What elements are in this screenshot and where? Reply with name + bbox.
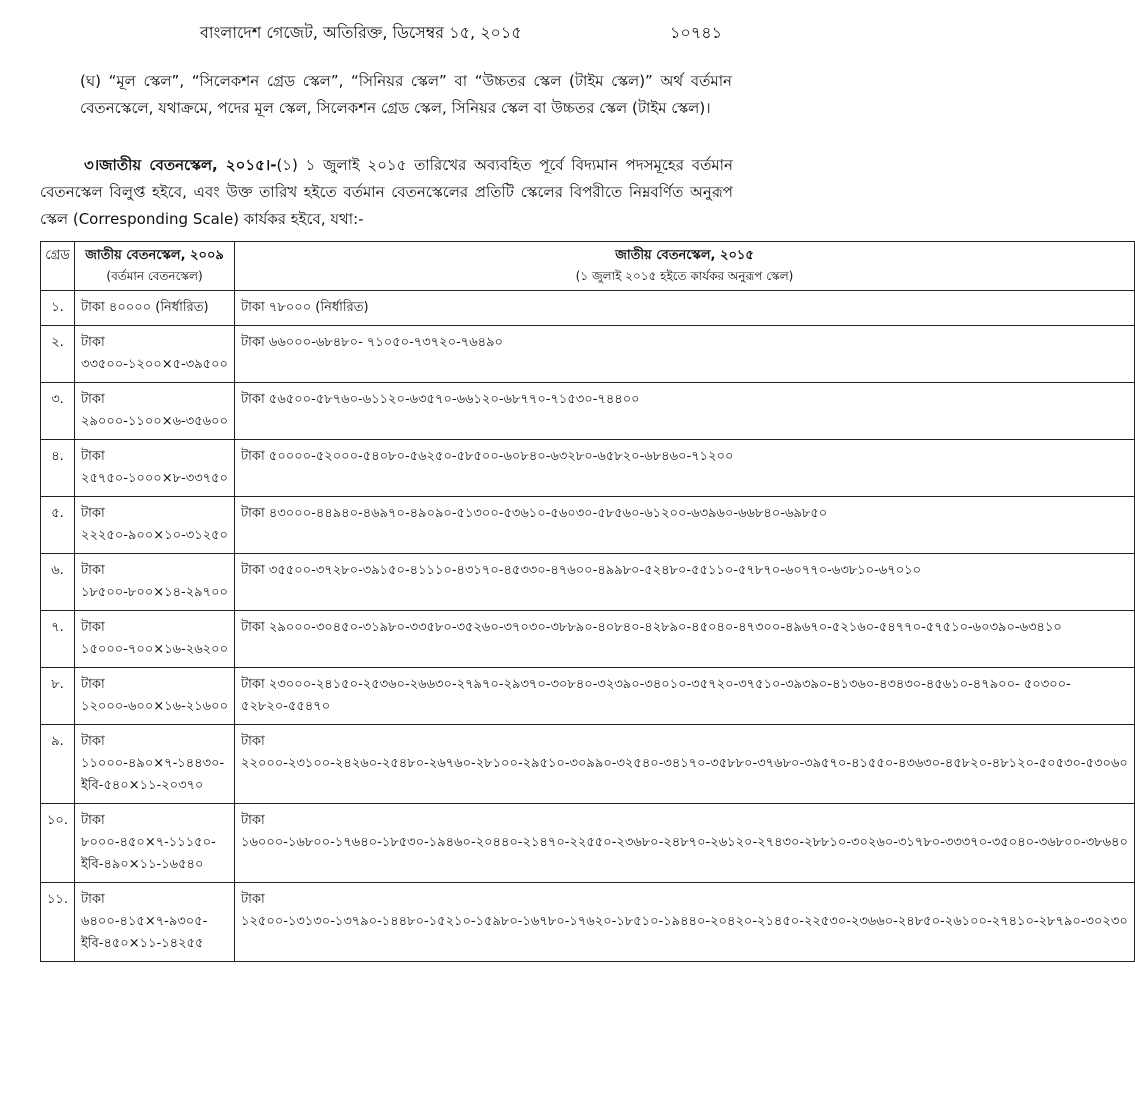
scale-2009-cell: টাকা ১৫০০০-৭০০×১৬-২৬২০০ (75, 611, 235, 668)
table-row (41, 804, 1135, 883)
grade-cell: ৪. (41, 440, 75, 497)
grade-cell: ১১. (41, 883, 75, 962)
grade-header: গ্রেড (41, 242, 75, 291)
section-3-heading: ৩।জাতীয় বেতনস্কেল, ২০১৫।- (84, 156, 277, 174)
scale-2015-cell: টাকা ৪৩০০০-৪৪৯৪০-৪৬৯৭০-৪৯০৯০-৫১৩০০-৫৩৬১০-৫৬০৩০-৫৮৫৬০-৬১২০০-৬৩৯৬০-৬৬৮৪০-৬৯৮৫০ (235, 497, 1135, 554)
definition-paragraph: (ঘ) “মূল স্কেল”, “সিলেকশন গ্রেড স্কেল”, “সিনিয়র স্কেল” বা “উচ্চতর স্কেল (টাইম স্কেল)” অর্থ বর্তমান বেতনস্কেলে, যথাক্রমে, পদের মূল স্কেল, সিলেকশন গ্রেড স্কেল, সিনিয়র স্কেল বা উচ্চতর স্কেল (টাইম স্কেল)। (80, 72, 732, 117)
scale-2015-header (235, 242, 1135, 291)
scale-2015-cell: টাকা ২৩০০০-২৪১৫০-২৫৩৬০-২৬৬৩০-২৭৯৭০-২৯৩৭০-৩০৮৪০-৩২৩৯০-৩৪০১০-৩৫৭২০-৩৭৫১০-৩৯৩৯০-৪১৩৬০-৪৩৪৩০-৪৫৬১০-৪৭৯০০- ৫০৩০০- ৫২৮২০-৫৫৪৭০ (235, 668, 1135, 725)
scale-2009-cell: টাকা ১১০০০-৪৯০×৭-১৪৪৩০-ইবি-৫৪০×১১-২০৩৭০ (75, 725, 235, 804)
table-row (41, 440, 1135, 497)
scale-2009-cell: টাকা ৪০০০০ (নির্ধারিত) (75, 291, 235, 326)
grade-cell: ৯. (41, 725, 75, 804)
grade-cell: ৫. (41, 497, 75, 554)
scale-2009-header-title: জাতীয় বেতনস্কেল, ২০০৯ (85, 248, 224, 263)
scale-2015-cell: টাকা ১২৫০০-১৩১৩০-১৩৭৯০-১৪৪৮০-১৫২১০-১৫৯৮০-১৬৭৮০-১৭৬২০-১৮৫১০-১৯৪৪০-২০৪২০-২১৪৫০-২২৫৩০-২৩৬৬০-২৪৮৫০-২৬১০০-২৭৪১০-২৮৭৯০-৩০২৩০ (235, 883, 1135, 962)
scale-2009-header (75, 242, 235, 291)
table-row (41, 383, 1135, 440)
scale-2009-cell: টাকা ১২০০০-৬০০×১৬-২১৬০০ (75, 668, 235, 725)
scale-2015-header-subtitle: (১ জুলাই ২০১৫ হইতে কার্যকর অনুরূপ স্কেল) (575, 269, 794, 283)
scale-2015-cell: টাকা ২২০০০-২৩১০০-২৪২৬০-২৫৪৮০-২৬৭৬০-২৮১০০-২৯৫১০-৩০৯৯০-৩২৫৪০-৩৪১৭০-৩৫৮৮০-৩৭৬৮০-৩৯৫৭০-৪১৫৫০-৪৩৬৩০-৪৫৮২০-৪৮১২০-৫০৫৩০-৫৩০৬০ (235, 725, 1135, 804)
scale-2009-cell: টাকা ১৮৫০০-৮০০×১৪-২৯৭০০ (75, 554, 235, 611)
grade-cell: ২. (41, 326, 75, 383)
table-row (41, 611, 1135, 668)
page-header (0, 20, 770, 48)
scale-2015-header-title: জাতীয় বেতনস্কেল, ২০১৫ (615, 248, 754, 263)
scale-2009-cell: টাকা ৬৪০০-৪১৫×৭-৯৩০৫-ইবি-৪৫০×১১-১৪২৫৫ (75, 883, 235, 962)
scale-2015-cell: টাকা ১৬০০০-১৬৮০০-১৭৬৪০-১৮৫৩০-১৯৪৬০-২০৪৪০-২১৪৭০-২২৫৫০-২৩৬৮০-২৪৮৭০-২৬১২০-২৭৪৩০-২৮৮১০-৩০২৬০-৩১৭৮০-৩৩৩৭০-৩৫০৪০-৩৬৮০০-৩৮৬৪০ (235, 804, 1135, 883)
scale-2015-cell: টাকা ৩৫৫০০-৩৭২৮০-৩৯১৫০-৪১১১০-৪৩১৭০-৪৫৩৩০-৪৭৬০০-৪৯৯৮০-৫২৪৮০-৫৫১১০-৫৭৮৭০-৬০৭৭০-৬৩৮১০-৬৭০১০ (235, 554, 1135, 611)
grade-cell: ১০. (41, 804, 75, 883)
table-row (41, 497, 1135, 554)
scale-2009-cell: টাকা ২৯০০০-১১০০×৬-৩৫৬০০ (75, 383, 235, 440)
scale-2015-cell: টাকা ৫০০০০-৫২০০০-৫৪০৮০-৫৬২৫০-৫৮৫০০-৬০৮৪০-৬৩২৮০-৬৫৮২০-৬৮৪৬০-৭১২০০ (235, 440, 1135, 497)
scale-2015-cell: টাকা ৫৬৫০০-৫৮৭৬০-৬১১২০-৬৩৫৭০-৬৬১২০-৬৮৭৭০-৭১৫৩০-৭৪৪০০ (235, 383, 1135, 440)
table-row (41, 326, 1135, 383)
scale-2009-cell: টাকা ৮০০০-৪৫০×৭-১১১৫০-ইবি-৪৯০×১১-১৬৫৪০ (75, 804, 235, 883)
scale-2015-cell: টাকা ২৯০০০-৩০৪৫০-৩১৯৮০-৩৩৫৮০-৩৫২৬০-৩৭০৩০-৩৮৮৯০-৪০৮৪০-৪২৮৯০-৪৫০৪০-৪৭৩০০-৪৯৬৭০-৫২১৬০-৫৪৭৭০-৫৭৫১০-৬০৩৯০-৬৩৪১০ (235, 611, 1135, 668)
section-3-paragraph (40, 152, 733, 233)
grade-cell: ৬. (41, 554, 75, 611)
table-row (41, 668, 1135, 725)
section-3-body: (১) ১ জুলাই ২০১৫ তারিখের অব্যবহিত পূর্বে বিদ্যমান পদসমূহের বর্তমান বেতনস্কেল বিলুপ্ত হইবে, এবং উক্ত তারিখ হইতে বর্তমান বেতনস্কেলের প্রতিটি স্কেলের বিপরীতে নিম্নবর্ণিত অনুরূপ স্কেল (Corresponding Scale) কার্যকর হইবে, যথা:- (40, 156, 733, 228)
table-row (41, 291, 1135, 326)
scale-2009-cell: টাকা ২৫৭৫০-১০০০×৮-৩৩৭৫০ (75, 440, 235, 497)
table-row (41, 883, 1135, 962)
scale-2015-cell: টাকা ৭৮০০০ (নির্ধারিত) (235, 291, 1135, 326)
grade-cell: ৮. (41, 668, 75, 725)
gazette-title: বাংলাদেশ গেজেট, অতিরিক্ত, ডিসেম্বর ১৫, ২০১৫ (200, 23, 522, 42)
grade-cell: ১. (41, 291, 75, 326)
table-row (41, 554, 1135, 611)
scale-2009-cell: টাকা ২২২৫০-৯০০×১০-৩১২৫০ (75, 497, 235, 554)
scale-2009-cell: টাকা ৩৩৫০০-১২০০×৫-৩৯৫০০ (75, 326, 235, 383)
scale-2009-header-subtitle: (বর্তমান বেতনস্কেল) (106, 269, 203, 283)
table-header-row (41, 242, 1135, 291)
page-number: ১০৭৪১ (670, 23, 722, 42)
scale-2015-cell: টাকা ৬৬০০০-৬৮৪৮০- ৭১০৫০-৭৩৭২০-৭৬৪৯০ (235, 326, 1135, 383)
grade-cell: ৭. (41, 611, 75, 668)
table-row (41, 725, 1135, 804)
pay-scale-table (40, 241, 1135, 962)
grade-cell: ৩. (41, 383, 75, 440)
